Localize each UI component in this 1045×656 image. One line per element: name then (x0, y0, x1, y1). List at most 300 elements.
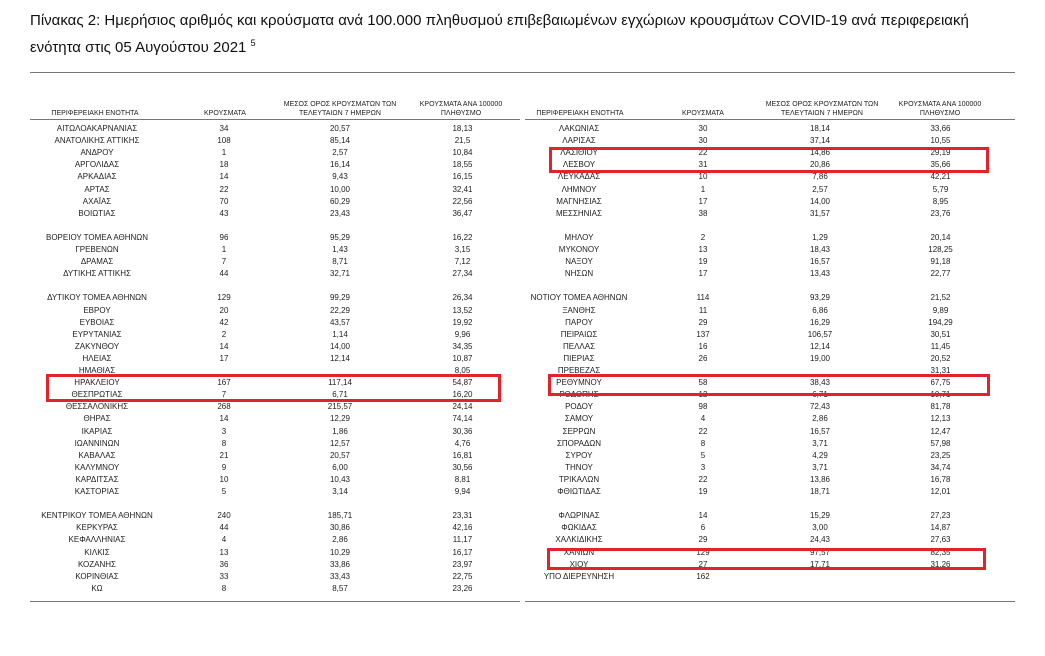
cell-cases: 22 (698, 426, 708, 436)
cell-per100k: 23,97 (452, 559, 473, 569)
table-caption (30, 10, 1020, 59)
cell-avg7: 10,43 (329, 474, 351, 484)
cell-avg7: 6,00 (332, 462, 348, 472)
cell-cases: 42 (219, 317, 229, 327)
table-row (0, 317, 1045, 329)
cell-cases: 30 (698, 136, 708, 146)
cell-per100k: 22,56 (452, 196, 473, 206)
table-row (0, 474, 1045, 486)
cell-avg7: 117,14 (328, 378, 352, 388)
cell-cases: 38 (698, 208, 708, 218)
cell-per100k: 23,76 (930, 208, 951, 218)
cell-region: ΑΝΑΤΟΛΙΚΗΣ ΑΤΤΙΚΗΣ (54, 136, 140, 146)
cell-per100k: 5,79 (932, 184, 949, 194)
table-row (0, 462, 1045, 474)
cell-region: ΤΡΙΚΑΛΩΝ (558, 474, 600, 484)
cell-per100k: 19,92 (452, 317, 473, 327)
cell-region: ΙΩΑΝΝΙΝΩΝ (74, 438, 120, 448)
cell-region: ΠΡΕΒΕΖΑΣ (557, 366, 601, 375)
cell-region: ΛΗΜΝΟΥ (561, 184, 597, 194)
cell-region: ΜΑΓΝΗΣΙΑΣ (556, 196, 602, 206)
table-row (0, 341, 1045, 353)
cell-per100k: 20,14 (930, 232, 951, 242)
cell-region: ΥΠΟ ΔΙΕΡΕΥΝΗΣΗ (543, 571, 615, 581)
cell-per100k: 10,71 (930, 390, 951, 400)
cell-per100k: 16,81 (452, 450, 473, 460)
highlight-box-chanion (547, 548, 986, 570)
table-row (0, 268, 1045, 280)
cell-region: ΧΙΟΥ (569, 559, 589, 569)
cell-cases: 44 (219, 269, 229, 279)
table-row (0, 292, 1045, 304)
cell-cases: 43 (219, 208, 229, 218)
cell-avg7: 13,86 (809, 474, 831, 484)
cell-region: ΚΑΒΑΛΑΣ (78, 450, 116, 460)
cell-avg7: 16,29 (809, 317, 831, 327)
cell-region: ΘΕΣΣΑΛΟΝΙΚΗΣ (65, 402, 129, 412)
cell-avg7: 6,71 (812, 390, 828, 400)
cell-cases: 1 (221, 245, 227, 254)
table-row (0, 426, 1045, 438)
cell-avg7: 85,14 (329, 136, 351, 146)
cell-per100k: 12,13 (930, 414, 951, 424)
cell-cases: 8 (700, 438, 706, 448)
table-row (0, 184, 1045, 196)
cell-cases: 129 (696, 547, 710, 557)
cell-per100k: 9,96 (454, 329, 471, 339)
cell-cases: 70 (219, 196, 229, 206)
cell-avg7: 185,71 (327, 511, 353, 521)
cell-per100k: 194,29 (928, 317, 953, 327)
table-row (0, 123, 1045, 135)
cell-region: ΛΕΣΒΟΥ (562, 160, 596, 170)
cell-per100k: 9,89 (932, 305, 949, 315)
cell-region: ΜΗΛΟΥ (564, 232, 594, 242)
cell-per100k: 57,98 (930, 438, 951, 448)
cell-avg7: 3,71 (812, 438, 828, 448)
cell-cases: 240 (217, 511, 231, 521)
cell-avg7: 30,86 (329, 523, 351, 533)
cell-avg7: 17,71 (809, 559, 831, 569)
cell-per100k: 29,19 (930, 148, 951, 158)
cell-cases: 1 (700, 184, 706, 194)
cell-avg7: 3,71 (812, 462, 828, 472)
cell-region: ΙΚΑΡΙΑΣ (81, 426, 113, 436)
cell-cases: 96 (219, 232, 229, 242)
cell-avg7: 12,29 (329, 414, 351, 424)
cell-avg7: 1,86 (332, 426, 348, 436)
cell-per100k: 27,23 (930, 511, 951, 521)
cell-region: ΑΡΓΟΛΙΔΑΣ (74, 160, 120, 170)
cell-region: ΣΠΟΡΑΔΩΝ (556, 438, 602, 448)
caption-footnote: 5 (250, 38, 256, 48)
cell-cases: 162 (696, 571, 710, 581)
cell-per100k: 23,25 (930, 450, 951, 460)
cell-per100k: 32,41 (452, 184, 473, 194)
cell-avg7: 37,14 (809, 136, 831, 146)
left-bottom-rule (30, 601, 520, 602)
cell-cases: 12 (698, 390, 708, 400)
cell-cases: 29 (698, 317, 708, 327)
cell-avg7: 60,29 (329, 196, 351, 206)
table-row (0, 232, 1045, 244)
cell-cases: 17 (698, 269, 708, 279)
cell-per100k: 18,55 (452, 160, 473, 170)
cell-cases: 19 (698, 487, 708, 496)
cell-cases: 34 (219, 124, 229, 133)
cell-per100k: 9,94 (454, 487, 471, 496)
table-row (0, 135, 1045, 147)
cell-region: ΦΩΚΙΔΑΣ (561, 523, 597, 533)
cell-cases: 3 (221, 426, 227, 436)
cell-avg7: 16,57 (809, 426, 831, 436)
cell-region: ΓΡΕΒΕΝΩΝ (75, 245, 119, 254)
cell-per100k: 12,47 (930, 426, 951, 436)
cell-per100k: 16,17 (452, 547, 473, 557)
cell-avg7: 20,57 (329, 124, 351, 133)
cell-avg7: 18,71 (809, 487, 831, 496)
cell-region: ΚΑΛΥΜΝΟΥ (74, 462, 120, 472)
cell-cases: 33 (219, 571, 229, 581)
cell-cases: 7 (221, 390, 227, 400)
cell-per100k: 22,75 (452, 571, 473, 581)
cell-avg7: 2,57 (812, 184, 828, 194)
cell-region: ΦΘΙΩΤΙΔΑΣ (557, 487, 601, 496)
cell-cases: 8 (221, 583, 227, 593)
cell-region: ΣΕΡΡΩΝ (562, 426, 596, 436)
left-header-cases: ΚΡΟΥΣΜΑΤΑ (204, 110, 246, 117)
cell-per100k: 128,25 (928, 245, 953, 254)
cell-avg7: 2,86 (812, 414, 828, 424)
table-row (0, 196, 1045, 208)
cell-per100k: 82,35 (930, 547, 951, 557)
cell-per100k: 54,87 (452, 378, 473, 388)
table-row (0, 329, 1045, 341)
cell-region: ΑΝΔΡΟΥ (80, 148, 114, 158)
cell-avg7: 18,43 (809, 245, 831, 254)
cell-cases: 22 (219, 184, 229, 194)
caption-text: Πίνακας 2: Ημερήσιος αριθμός και κρούσματα ανά 100.000 πληθυσμού επιβεβαιωμένων εγχώριων κρουσμάτων COVID-19 ανά περιφερειακή ενότητα στις 05 Αυγούστου 2021 (30, 12, 969, 56)
cell-per100k: 36,47 (452, 208, 473, 218)
cell-per100k: 21,5 (454, 136, 471, 146)
cell-region: ΚΟΡΙΝΘΙΑΣ (75, 571, 119, 581)
cell-per100k: 67,75 (930, 378, 951, 388)
cell-region: ΠΙΕΡΙΑΣ (563, 353, 595, 363)
cell-per100k: 74,14 (452, 414, 473, 424)
cell-cases: 10 (219, 474, 229, 484)
cell-cases: 14 (219, 172, 229, 182)
cell-cases: 6 (700, 523, 706, 533)
cell-avg7: 33,86 (329, 559, 351, 569)
highlight-box-irakleiou (46, 374, 501, 402)
table-row (0, 486, 1045, 498)
cell-avg7: 18,14 (809, 124, 831, 133)
cell-avg7: 24,43 (809, 535, 831, 545)
cell-cases: 58 (698, 378, 708, 388)
cell-avg7: 3,00 (812, 523, 828, 533)
cell-region: ΜΥΚΟΝΟΥ (558, 245, 600, 254)
cell-per100k: 20,52 (930, 353, 951, 363)
cell-avg7: 1,29 (812, 232, 828, 242)
cell-region: ΧΑΛΚΙΔΙΚΗΣ (555, 535, 603, 545)
cell-region: ΛΑΣΙΘΙΟΥ (560, 148, 598, 158)
cell-cases: 4 (221, 535, 227, 545)
cell-per100k: 12,01 (930, 487, 951, 496)
cell-region: ΝΟΤΙΟΥ ΤΟΜΕΑ ΑΘΗΝΩΝ (530, 293, 628, 303)
cell-per100k: 10,55 (930, 136, 951, 146)
cell-cases: 3 (700, 462, 706, 472)
cell-per100k: 42,16 (452, 523, 473, 533)
cell-avg7: 31,57 (809, 208, 831, 218)
cell-per100k: 13,52 (452, 305, 473, 315)
highlight-box-rethymnou (548, 374, 990, 396)
cell-region: ΠΑΡΟΥ (565, 317, 593, 327)
cell-cases: 2 (221, 329, 227, 339)
cell-per100k: 21,52 (930, 293, 951, 303)
cell-region: ΞΑΝΘΗΣ (562, 305, 596, 315)
cell-cases: 22 (698, 148, 708, 158)
cell-cases: 5 (700, 450, 706, 460)
cell-per100k: 10,87 (452, 353, 473, 363)
cell-per100k: 33,66 (930, 124, 951, 133)
cell-region: ΡΕΘΥΜΝΟΥ (556, 378, 602, 388)
table-row (0, 353, 1045, 365)
table-row (0, 571, 1045, 583)
left-header-per100k: ΚΡΟΥΣΜΑΤΑ ΑΝΑ 100000 ΠΛΗΘΥΣΜΟ (419, 101, 503, 117)
cell-avg7: 16,14 (329, 160, 351, 170)
right-bottom-rule (525, 601, 1015, 602)
cell-region: ΡΟΔΟΠΗΣ (559, 390, 599, 400)
cell-per100k: 34,35 (452, 341, 473, 351)
cell-region: ΘΕΣΠΡΩΤΙΑΣ (71, 390, 123, 400)
cell-per100k: 23,31 (452, 511, 473, 521)
cell-region: ΗΡΑΚΛΕΙΟΥ (74, 378, 120, 388)
cell-region: ΚΑΣΤΟΡΙΑΣ (74, 487, 120, 496)
cell-region: ΑΡΚΑΔΙΑΣ (77, 172, 117, 182)
cell-avg7: 4,29 (812, 450, 828, 460)
cell-region: ΚΕΝΤΡΙΚΟΥ ΤΟΜΕΑ ΑΘΗΝΩΝ (41, 511, 153, 521)
table-row (0, 244, 1045, 256)
cell-cases: 13 (698, 245, 708, 254)
cell-region: ΣΥΡΟΥ (565, 450, 593, 460)
cell-per100k: 11,17 (452, 535, 473, 545)
cell-per100k: 30,36 (452, 426, 473, 436)
cell-per100k: 42,21 (930, 172, 951, 182)
cell-region: ΝΗΣΩΝ (564, 269, 594, 279)
cell-cases: 4 (700, 414, 706, 424)
cell-cases: 26 (698, 353, 708, 363)
cell-avg7: 8,71 (332, 257, 348, 267)
cell-avg7: 6,71 (332, 390, 348, 400)
cell-cases: 108 (217, 136, 231, 146)
cell-avg7: 2,86 (332, 535, 348, 545)
cell-avg7: 7,86 (812, 172, 828, 182)
cell-cases: 17 (219, 353, 229, 363)
cell-region: ΘΗΡΑΣ (83, 414, 111, 424)
cell-avg7: 8,57 (332, 583, 348, 593)
cell-per100k: 18,13 (452, 124, 473, 133)
top-rule (30, 72, 1015, 73)
cell-avg7: 6,86 (812, 305, 828, 315)
cell-cases: 137 (696, 329, 710, 339)
cell-avg7: 14,86 (809, 148, 831, 158)
right-header-region: ΠΕΡΙΦΕΡΕΙΑΚΗ ΕΝΟΤΗΤΑ (536, 110, 624, 117)
cell-cases: 10 (698, 172, 708, 182)
cell-avg7: 16,57 (809, 257, 831, 267)
cell-avg7: 12,14 (329, 353, 351, 363)
cell-cases: 2 (700, 232, 706, 242)
cell-per100k: 27,63 (930, 535, 951, 545)
table-row (0, 401, 1045, 413)
cell-region: ΒΟΙΩΤΙΑΣ (78, 208, 116, 218)
cell-region: ΡΟΔΟΥ (565, 402, 593, 412)
cell-avg7: 12,57 (329, 438, 351, 448)
table-row (0, 208, 1045, 220)
left-header-avg7: ΜΕΣΟΣ ΟΡΟΣ ΚΡΟΥΣΜΑΤΩΝ ΤΩΝ ΤΕΛΕΥΤΑΙΩΝ 7 ΗΜΕΡΩΝ (283, 101, 397, 117)
cell-per100k: 34,74 (930, 462, 951, 472)
cell-cases: 1 (221, 148, 227, 158)
cell-avg7: 93,29 (809, 293, 831, 303)
cell-region: ΛΑΡΙΣΑΣ (562, 136, 596, 146)
cell-avg7: 33,43 (329, 571, 351, 581)
right-header-avg7: ΜΕΣΟΣ ΟΡΟΣ ΚΡΟΥΣΜΑΤΩΝ ΤΩΝ ΤΕΛΕΥΤΑΙΩΝ 7 ΗΜΕΡΩΝ (765, 101, 879, 117)
cell-region: ΛΕΥΚΑΔΑΣ (557, 172, 601, 182)
cell-cases: 44 (219, 523, 229, 533)
cell-region: ΕΥΒΟΙΑΣ (79, 317, 115, 327)
cell-cases: 167 (217, 378, 231, 388)
cell-cases: 22 (698, 474, 708, 484)
cell-per100k: 10,84 (452, 148, 473, 158)
cell-per100k: 30,56 (452, 462, 473, 472)
cell-region: ΔΡΑΜΑΣ (80, 257, 114, 267)
cell-avg7: 22,29 (329, 305, 351, 315)
cell-region: ΔΥΤΙΚΟΥ ΤΟΜΕΑ ΑΘΗΝΩΝ (47, 293, 147, 303)
right-header-rule (525, 119, 1015, 120)
cell-region: ΝΑΞΟΥ (565, 257, 593, 267)
cell-cases: 21 (219, 450, 229, 460)
cell-per100k: 22,77 (930, 269, 951, 279)
cell-region: ΠΕΛΛΑΣ (562, 341, 596, 351)
cell-cases: 31 (698, 160, 708, 170)
cell-cases: 20 (219, 305, 229, 315)
table-row (0, 510, 1045, 522)
cell-per100k: 31,26 (930, 559, 951, 569)
table-row (0, 583, 1045, 595)
cell-region: ΧΑΝΙΩΝ (563, 547, 595, 557)
cell-avg7: 38,43 (809, 378, 831, 388)
cell-avg7: 14,00 (329, 341, 351, 351)
cell-cases: 18 (219, 160, 229, 170)
cell-region: ΚΩ (91, 583, 103, 593)
cell-per100k: 11,45 (930, 341, 951, 351)
right-header-per100k: ΚΡΟΥΣΜΑΤΑ ΑΝΑ 100000 ΠΛΗΘΥΣΜΟ (898, 101, 982, 117)
table-row (0, 534, 1045, 546)
cell-region: ΑΙΤΩΛΟΑΚΑΡΝΑΝΙΑΣ (56, 124, 138, 133)
cell-cases: 14 (219, 341, 229, 351)
cell-cases: 13 (219, 547, 229, 557)
cell-region: ΗΜΑΘΙΑΣ (78, 366, 116, 375)
cell-region: ΣΑΜΟΥ (564, 414, 594, 424)
cell-per100k: 16,20 (452, 390, 473, 400)
cell-cases: 268 (217, 402, 231, 412)
cell-avg7: 2,57 (332, 148, 348, 158)
cell-per100k: 81,78 (930, 402, 951, 412)
cell-avg7: 215,57 (327, 402, 353, 412)
cell-avg7: 14,00 (809, 196, 831, 206)
cell-region: ΜΕΣΣΗΝΙΑΣ (556, 208, 602, 218)
cell-avg7: 10,29 (329, 547, 351, 557)
cell-cases: 11 (698, 305, 708, 315)
table-row (0, 522, 1045, 534)
cell-avg7: 106,57 (807, 329, 833, 339)
cell-cases: 29 (698, 535, 708, 545)
cell-per100k: 91,18 (930, 257, 951, 267)
cell-cases: 14 (698, 511, 708, 521)
cell-region: ΚΕΦΑΛΛΗΝΙΑΣ (68, 535, 126, 545)
cell-cases: 36 (219, 559, 229, 569)
cell-avg7: 1,43 (332, 245, 348, 254)
cell-region: ΔΥΤΙΚΗΣ ΑΤΤΙΚΗΣ (63, 269, 131, 279)
cell-avg7: 12,14 (809, 341, 831, 351)
cell-region: ΑΡΤΑΣ (84, 184, 110, 194)
cell-per100k: 3,15 (454, 245, 471, 254)
cell-region: ΒΟΡΕΙΟΥ ΤΟΜΕΑ ΑΘΗΝΩΝ (45, 232, 149, 242)
cell-avg7: 97,57 (809, 547, 831, 557)
table-row (0, 498, 1045, 510)
cell-region: ΚΟΖΑΝΗΣ (77, 559, 117, 569)
cell-per100k: 8,81 (454, 474, 471, 484)
cell-avg7: 20,86 (809, 160, 831, 170)
cell-avg7: 13,43 (809, 269, 831, 279)
cell-cases: 114 (696, 293, 710, 303)
cell-per100k: 16,15 (452, 172, 473, 182)
cell-avg7: 23,43 (329, 208, 351, 218)
cell-per100k: 30,51 (930, 329, 951, 339)
left-header-rule (30, 119, 520, 120)
cell-region: ΑΧΑΪΑΣ (82, 196, 112, 206)
cell-cases: 5 (221, 487, 227, 496)
cell-cases: 129 (217, 293, 231, 303)
cell-cases: 16 (698, 341, 708, 351)
cell-cases: 8 (221, 438, 227, 448)
cell-avg7: 3,14 (332, 487, 348, 496)
cell-region: ΚΙΛΚΙΣ (84, 547, 110, 557)
cell-cases: 7 (221, 257, 227, 267)
cell-avg7: 20,57 (329, 450, 351, 460)
cell-region: ΗΛΕΙΑΣ (82, 353, 112, 363)
cell-cases: 17 (698, 196, 708, 206)
cell-per100k: 26,34 (452, 293, 473, 303)
cell-region: ΚΕΡΚΥΡΑΣ (76, 523, 118, 533)
cell-cases: 98 (698, 402, 708, 412)
cell-per100k: 4,76 (454, 438, 471, 448)
cell-avg7: 43,57 (329, 317, 351, 327)
highlight-box-lesvou (549, 147, 989, 173)
cell-region: ΛΑΚΩΝΙΑΣ (558, 124, 600, 133)
cell-per100k: 24,14 (452, 402, 473, 412)
left-header-region: ΠΕΡΙΦΕΡΕΙΑΚΗ ΕΝΟΤΗΤΑ (51, 110, 139, 117)
cell-per100k: 27,34 (452, 269, 473, 279)
cell-avg7: 15,29 (809, 511, 831, 521)
cell-cases: 19 (698, 257, 708, 267)
table-row (0, 305, 1045, 317)
cell-per100k: 16,78 (930, 474, 951, 484)
cell-per100k: 35,66 (930, 160, 951, 170)
right-header-cases: ΚΡΟΥΣΜΑΤΑ (682, 110, 724, 117)
cell-per100k: 8,05 (454, 366, 471, 375)
table-row (0, 280, 1045, 292)
cell-avg7: 72,43 (809, 402, 831, 412)
